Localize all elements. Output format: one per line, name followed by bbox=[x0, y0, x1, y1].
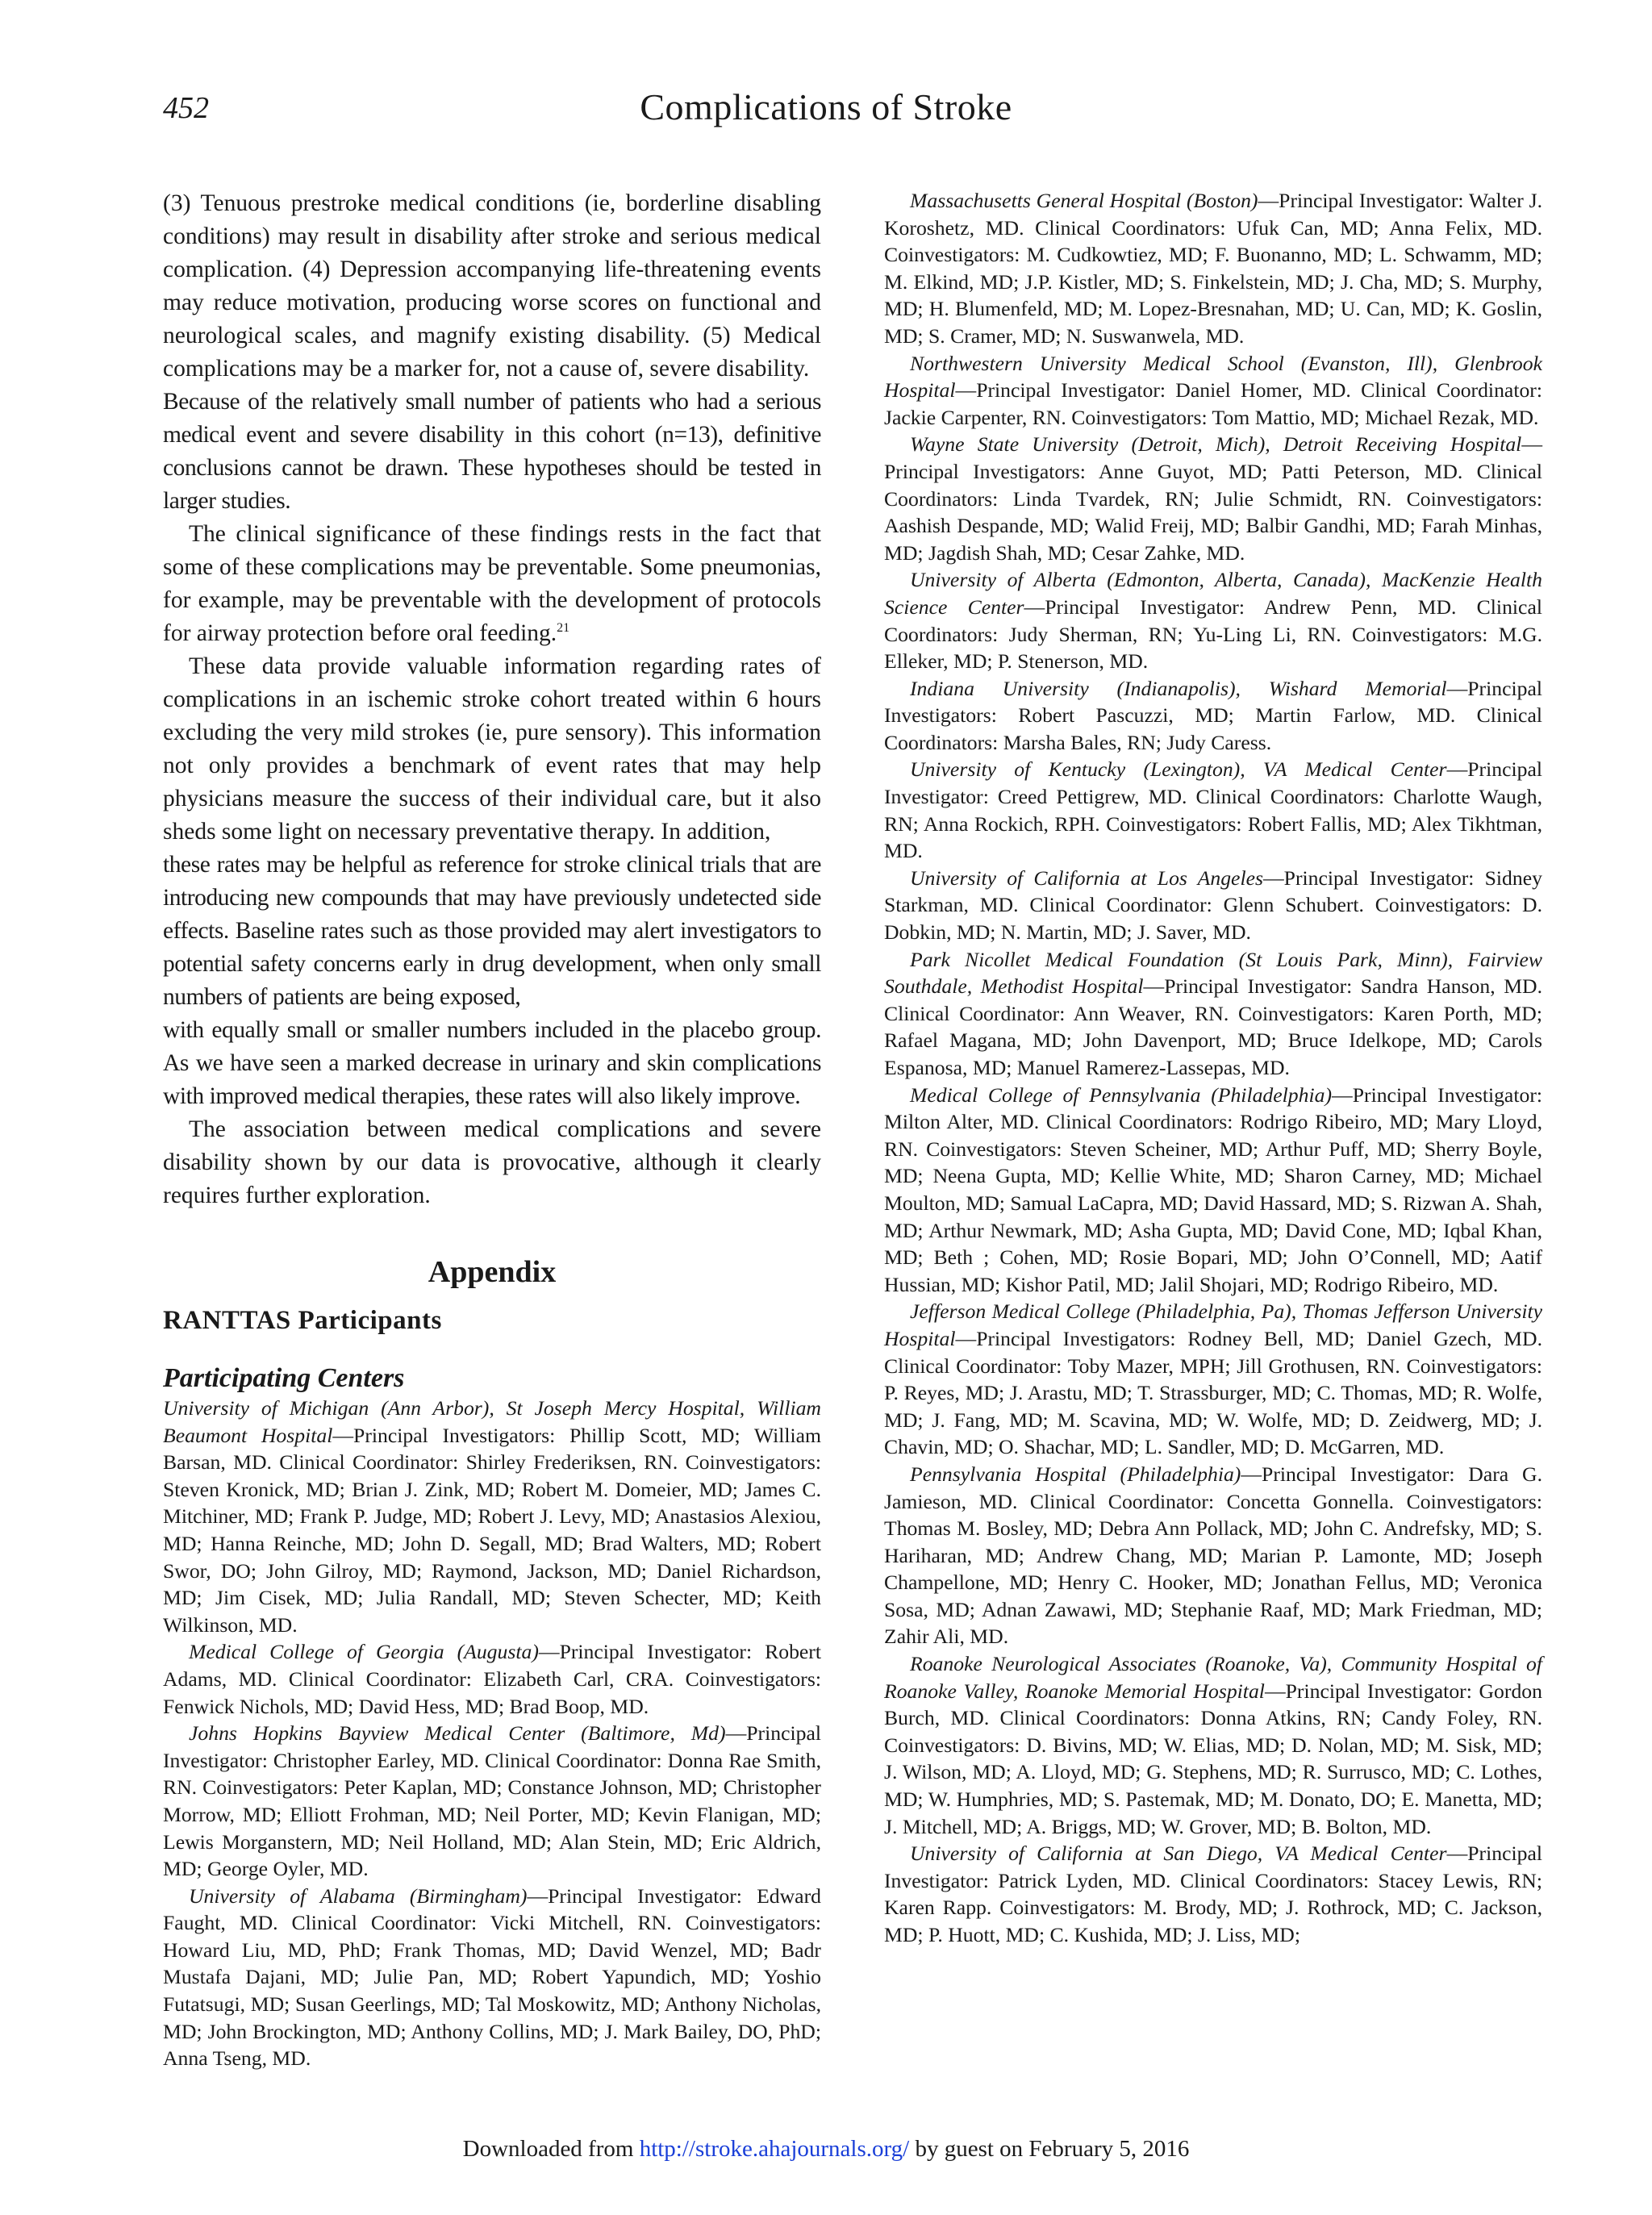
center-name: Jefferson Medical College (Philadelphia, Pa), Thomas Jefferson University Hospital bbox=[884, 1299, 1542, 1350]
participants-subheading: RANTTAS Participants bbox=[163, 1306, 442, 1335]
center-details: —Principal Investigator: Christopher Earley, MD. Clinical Coordinator: Donna Rae Smith, RN. Coinvestigators: Peter Kaplan, MD; Constance Johnson, MD; Christopher Morrow, MD; Elliott Frohman, MD; Neil Porter, MD; Kevin Flanigan, MD; Lewis Morganstern, MD; Neil Holland, MD; Alan Stein, MD; Eric Aldrich, MD; George Oyler, MD. bbox=[163, 1721, 821, 1881]
center-entry bbox=[884, 1298, 1542, 1461]
center-name: Northwestern University Medical School (Evanston, Ill), Glenbrook Hospital bbox=[884, 351, 1542, 403]
center-entry bbox=[884, 1082, 1542, 1299]
download-footer bbox=[0, 2136, 1652, 2163]
center-name: Johns Hopkins Bayview Medical Center (Baltimore, Md) bbox=[189, 1721, 726, 1746]
center-entry bbox=[884, 1650, 1542, 1840]
center-details: —Principal Investigator: Creed Pettigrew, MD. Clinical Coordinators: Charlotte Waugh, RN; Anna Rockich, RPH. Coinvestigators: Robert Fallis, MD; Alex Tikhtman, MD. bbox=[884, 757, 1542, 863]
center-details: —Principal Investigator: Milton Alter, MD. Clinical Coordinators: Rodrigo Ribeiro, MD; Mary Lloyd, RN. Coinvestigators: Steven Scheiner, MD; Arthur Puff, MD; Sherry Boyle, MD; Neena Gupta, MD; Kellie White, MD; Sharon Carney, MD; Michael Moulton, MD; Samual LaCapra, MD; David Hassard, MD; S. Rizwan A. Shah, MD; Arthur Newmark, MD; Asha Gupta, MD; David Cone, MD; Iqbal Khan, MD; Beth ; Cohen, MD; Rosie Bopari, MD; John O’Connell, MD; Aatif Hussian, MD; Kishor Patil, MD; Jalil Shojari, MD; Rodrigo Ribeiro, MD. bbox=[884, 1082, 1543, 1296]
center-details: —Principal Investigator: Walter J. Koroshetz, MD. Clinical Coordinators: Ufuk Can, MD; Anna Felix, MD. Coinvestigators: M. Cudkowtiez, MD; F. Buonanno, MD; L. Schwamm, MD; M. Elkind, MD; J.P. Kistler, MD; S. Finkelstein, MD; J. Cha, MD; S. Murphy, MD; H. Blumenfeld, MD; M. Lopez-Bresnahan, MD; U. Can, MD; K. Goslin, MD; S. Cramer, MD; N. Suswanwela, MD. bbox=[884, 189, 1542, 348]
center-name: Medical College of Georgia (Augusta) bbox=[189, 1640, 539, 1664]
center-details: —Principal Investigators: Rodney Bell, MD; Daniel Gzech, MD. Clinical Coordinator: Toby Mazer, MPH; Jill Grothusen, RN. Coinvestigators: P. Reyes, MD; J. Arastu, MD; T. Strassburger, MD; C. Thomas, MD; R. Wolfe, MD; J. Fang, MD; M. Scavina, MD; W. Wolfe, MD; D. Zeidwerg, MD; J. Chavin, MD; O. Shachar, MD; L. Sandler, MD; D. McGarren, MD. bbox=[884, 1326, 1542, 1459]
center-details: —Principal Investigators: Phillip Scott, MD; William Barsan, MD. Clinical Coordinator: Shirley Frederiksen, RN. Coinvestigators: Steven Kronick, MD; Brian J. Zink, MD; Robert M. Domeier, MD; James C. Mitchiner, MD; Frank P. Judge, MD; Robert J. Levy, MD; Anastasios Alexiou, MD; Hanna Reinche, MD; John D. Segall, MD; Brad Walters, MD; Robert Swor, DO; John Gilroy, MD; Raymond, Jackson, MD; Daniel Richardson, MD; Jim Cisek, MD; Julia Randall, MD; Steven Schecter, MD; Keith Wilkinson, MD. bbox=[163, 1423, 821, 1637]
center-entry bbox=[884, 350, 1542, 432]
center-entry bbox=[884, 946, 1542, 1082]
center-name: Indiana University (Indianapolis), Wishard Memorial bbox=[910, 676, 1447, 700]
center-name: University of California at Los Angeles bbox=[910, 866, 1263, 890]
reference-superscript: 21 bbox=[557, 621, 570, 635]
footer-suffix: by guest on February 5, 2016 bbox=[909, 2136, 1190, 2162]
center-details: —Principal Investigator: Edward Faught, MD. Clinical Coordinator: Vicki Mitchell, RN. Coinvestigators: Howard Liu, MD, PhD; Frank Thomas, MD; David Wenzel, MD; Badr Mustafa Dajani, MD; Julie Pan, MD; Robert Yapundich, MD; Yoshio Futatsugi, MD; Susan Geerlings, MD; Tal Moskowitz, MD; Anthony Nicholas, MD; John Brockington, MD; Anthony Collins, MD; J. Mark Bailey, DO, PhD; Anna Tseng, MD. bbox=[163, 1883, 821, 2071]
centers-list-left bbox=[163, 1395, 821, 2072]
center-name: Pennsylvania Hospital (Philadelphia) bbox=[910, 1462, 1241, 1486]
center-details: —Principal Investigator: Robert Adams, MD. Clinical Coordinator: Elizabeth Carl, CRA. Coinvestigators: Fenwick Nichols, MD; David Hess, MD; Brad Boop, MD. bbox=[163, 1640, 821, 1718]
center-name: University of Alberta (Edmonton, Alberta, Canada), MacKenzie Health Science Center bbox=[884, 568, 1542, 619]
center-entry bbox=[884, 431, 1542, 566]
center-details: —Principal Investigator: Sandra Hanson, MD. Clinical Coordinator: Ann Weaver, RN. Coinvestigators: Karen Porth, MD; Rafael Magana, MD; John Davenport, MD; Bruce Idelkope, MD; Carols Espanosa, MD; Manuel Ramerez-Lassepas, MD. bbox=[884, 974, 1543, 1079]
centers-list-right bbox=[884, 187, 1542, 1949]
center-name: Park Nicollet Medical Foundation (St Louis Park, Minn), Fairview Southdale, Methodist Hospital bbox=[884, 947, 1542, 999]
center-entry bbox=[884, 756, 1542, 864]
center-name: University of Alabama (Birmingham) bbox=[189, 1883, 528, 1908]
center-details: —Principal Investigator: Dara G. Jamieson, MD. Clinical Coordinator: Concetta Gonnella. Coinvestigators: Thomas M. Bosley, MD; Debra Ann Pollack, MD; John C. Andrefsky, MD; S. Hariharan, MD; Andrew Chang, MD; Marian P. Lamonte, MD; Joseph Champellone, MD; Henry C. Hooker, MD; Jonathan Fellus, MD; Veronica Sosa, MD; Adnan Zawawi, MD; Stephanie Raaf, MD; Mark Friedman, MD; Zahir Ali, MD. bbox=[884, 1462, 1543, 1649]
center-details: —Principal Investigator: Patrick Lyden, MD. Clinical Coordinators: Stacey Lewis, RN; Karen Rapp. Coinvestigators: M. Brody, MD; J. Rothrock, MD; C. Jackson, MD; P. Huott, MD; C. Kushida, MD; J. Liss, MD; bbox=[884, 1842, 1542, 1946]
body-paragraph: These data provide valuable information regarding rates of complications in an ischemic stroke cohort treated within 6 hours excluding the very mild strokes (ie, pure sensory). This information not only provides a benchmark of event rates that may help physicians measure the success of their individual care, but it also sheds some light on necessary preventative therapy. In addition, bbox=[163, 653, 821, 845]
right-column bbox=[884, 187, 1542, 1949]
body-paragraph: The association between medical complications and severe disability shown by our data is provocative, although it clearly requires further exploration. bbox=[163, 1116, 821, 1208]
center-entry bbox=[884, 187, 1542, 350]
journal-link[interactable]: http://stroke.ahajournals.org/ bbox=[639, 2136, 910, 2162]
center-entry bbox=[163, 1720, 821, 1883]
left-column bbox=[163, 187, 821, 2072]
running-title: Complications of Stroke bbox=[640, 86, 1012, 127]
center-details: —Principal Investigator: Daniel Homer, MD. Clinical Coordinator: Jackie Carpenter, RN. Coinvestigators: Tom Mattio, MD; Michael Rezak, MD. bbox=[884, 378, 1542, 429]
body-paragraph: with equally small or smaller numbers included in the placebo group. As we have seen a marked decrease in urinary and skin complications with improved medical therapies, these rates will also likely improve. bbox=[163, 1017, 821, 1109]
center-entry bbox=[884, 1461, 1542, 1650]
center-details: —Principal Investigator: Sidney Starkman, MD. Clinical Coordinator: Glenn Schubert. Coinvestigators: D. Dobkin, MD; N. Martin, MD; J. Saver, MD. bbox=[884, 866, 1542, 945]
body-paragraph bbox=[163, 518, 821, 650]
center-name: University of California at San Diego, VA Medical Center bbox=[910, 1842, 1447, 1866]
page-number: 452 bbox=[163, 91, 209, 125]
footer-prefix: Downloaded from bbox=[462, 2136, 640, 2162]
center-details: —Principal Investigators: Robert Pascuzzi, MD; Martin Farlow, MD. Clinical Coordinators: Marsha Bales, RN; Judy Caress. bbox=[884, 676, 1542, 754]
center-entry bbox=[884, 675, 1542, 757]
center-details: —Principal Investigator: Andrew Penn, MD. Clinical Coordinators: Judy Sherman, RN; Yu-Ling Li, RN. Coinvestigators: M.G. Elleker, MD; P. Stenerson, MD. bbox=[884, 594, 1542, 674]
participating-centers-heading: Participating Centers bbox=[163, 1363, 405, 1393]
center-name: Massachusetts General Hospital (Boston) bbox=[910, 189, 1258, 212]
body-text: The clinical significance of these findings rests in the fact that some of these complications may be preventable. Some pneumonias, for example, may be preventable with the development of protocols for airway protection before oral feeding. bbox=[163, 521, 821, 646]
center-name: Wayne State University (Detroit, Mich), Detroit Receiving Hospital bbox=[910, 432, 1522, 457]
appendix-heading: Appendix bbox=[428, 1255, 557, 1289]
center-entry bbox=[163, 1395, 821, 1638]
center-entry bbox=[884, 1840, 1542, 1948]
center-name: Roanoke Neurological Associates (Roanoke, Va), Community Hospital of Roanoke Valley, Roanoke Memorial Hospital bbox=[884, 1652, 1542, 1703]
center-entry bbox=[163, 1638, 821, 1720]
body-paragraph: these rates may be helpful as reference for stroke clinical trials that are introducing new compounds that may have previously undetected side effects. Baseline rates such as those provided may alert investigators to potential safety concerns early in drug development, when only small numbers of patients are being exposed, bbox=[163, 852, 821, 1010]
center-details: —Principal Investigator: Gordon Burch, MD. Clinical Coordinators: Donna Atkins, RN; Candy Foley, RN. Coinvestigators: D. Bivins, MD; W. Elias, MD; D. Nolan, MD; M. Sisk, MD; J. Wilson, MD; A. Lloyd, MD; G. Stephens, MD; R. Surrusco, MD; C. Lothes, MD; W. Humphries, MD; S. Pastemak, MD; M. Donato, DO; E. Manetta, MD; J. Mitchell, MD; A. Briggs, MD; W. Grover, MD; B. Bolton, MD. bbox=[884, 1679, 1542, 1838]
center-name: Medical College of Pennsylvania (Philadelphia) bbox=[910, 1082, 1333, 1107]
body-paragraph: Because of the relatively small number of patients who had a serious medical event and severe disability in this cohort (n=13), definitive conclusions cannot be drawn. These hypotheses should be tested in larger studies. bbox=[163, 389, 821, 514]
center-name: University of Kentucky (Lexington), VA Medical Center bbox=[910, 757, 1447, 782]
center-entry bbox=[884, 566, 1542, 674]
body-paragraph: (3) Tenuous prestroke medical conditions (ie, borderline disabling conditions) may result in disability after stroke and serious medical complication. (4) Depression accompanying life-threatening events may reduce motivation, producing worse scores on functional and neurological scales, and magnify existing disability. (5) Medical complications may be a marker for, not a cause of, severe disability. bbox=[163, 190, 821, 382]
center-entry bbox=[884, 865, 1542, 946]
center-entry bbox=[163, 1883, 821, 2072]
center-name: University of Michigan (Ann Arbor), St Joseph Mercy Hospital, William Beaumont Hospital bbox=[163, 1396, 821, 1447]
center-details: —Principal Investigators: Anne Guyot, MD; Patti Peterson, MD. Clinical Coordinators: Linda Tvardek, RN; Julie Schmidt, RN. Coinvestigators: Aashish Despande, MD; Walid Freij, MD; Balbir Gandhi, MD; Farah Minhas, MD; Jagdish Shah, MD; Cesar Zahke, MD. bbox=[884, 432, 1542, 565]
